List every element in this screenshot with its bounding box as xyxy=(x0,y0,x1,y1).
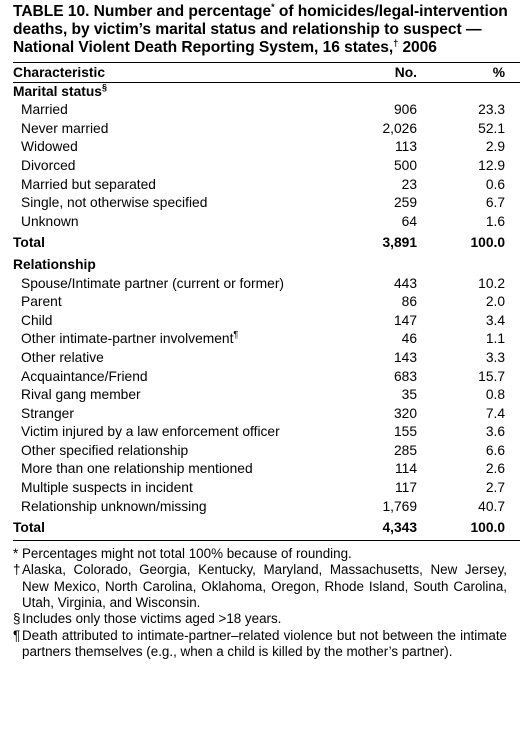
table-title xyxy=(13,3,520,58)
table-row xyxy=(13,194,505,213)
table-row-label xyxy=(13,213,357,232)
footnote-text: Percentages might not total 100% because of rounding. xyxy=(22,545,352,561)
section-marital-status-number xyxy=(357,83,417,102)
row-label-text: Divorced xyxy=(21,157,76,173)
table-row-number: 113 xyxy=(395,139,417,155)
row-label-text: Victim injured by a law enforcement officer xyxy=(21,424,280,440)
section-marital-status-label xyxy=(13,83,357,102)
total-row-relationship-label xyxy=(13,516,357,538)
table-row-label xyxy=(13,176,357,195)
table-row-label xyxy=(13,101,357,120)
table-row xyxy=(13,120,505,139)
table-row-number: 259 xyxy=(393,195,417,211)
footnote-mark: † xyxy=(13,562,21,578)
row-label-text: Relationship unknown/missing xyxy=(21,498,207,514)
table-row-number: 35 xyxy=(401,387,417,403)
row-label-text: Widowed xyxy=(21,139,78,155)
row-label-text: Multiple suspects in incident xyxy=(21,480,193,496)
total-row-relationship-percent: 100.0 xyxy=(470,520,505,536)
table-row xyxy=(13,442,505,461)
title-year: 2006 xyxy=(398,39,437,57)
data-table xyxy=(13,63,505,82)
table-row xyxy=(13,138,505,157)
title-text: TABLE 10. Number and percentage xyxy=(13,3,272,20)
section-marital-status-percent xyxy=(417,83,505,102)
section-relationship-number xyxy=(357,253,417,275)
table-row-label xyxy=(13,312,357,331)
row-label-text: Stranger xyxy=(21,405,74,421)
footnote xyxy=(13,628,507,661)
table-row-percent: 23.3 xyxy=(478,102,505,118)
table-row-percent: 0.8 xyxy=(485,387,505,403)
table-row-percent: 2.0 xyxy=(485,294,505,310)
table-row-number: 117 xyxy=(395,480,417,496)
table-row xyxy=(13,293,505,312)
header-number: No. xyxy=(394,64,417,80)
footnote xyxy=(13,546,507,562)
table-row-label xyxy=(13,275,357,294)
row-label-text: Rival gang member xyxy=(21,387,141,403)
table-row-percent: 7.4 xyxy=(485,405,505,421)
total-row-marital-label xyxy=(13,231,357,253)
row-label-text: Marital status xyxy=(13,83,102,99)
total-row-relationship-number: 4,343 xyxy=(382,520,417,536)
header-row xyxy=(13,63,505,82)
table-row xyxy=(13,498,505,517)
row-label-text: Married xyxy=(21,102,68,118)
footnote-mark: § xyxy=(13,611,21,627)
table-row-number: 64 xyxy=(401,213,417,229)
table-row-label xyxy=(13,386,357,405)
table-row xyxy=(13,479,505,498)
footnote xyxy=(13,611,507,627)
table-row xyxy=(13,101,505,120)
table-row-label xyxy=(13,138,357,157)
row-label-text: Acquaintance/Friend xyxy=(21,368,148,384)
table-row-number: 443 xyxy=(393,275,417,291)
table-row-percent: 1.6 xyxy=(485,213,505,229)
footnote-text: Includes only those victims aged >18 years. xyxy=(22,611,282,627)
table-row xyxy=(13,157,505,176)
table-row-number: 2,026 xyxy=(382,120,417,136)
table-row-number: 906 xyxy=(393,102,417,118)
table-row xyxy=(13,386,505,405)
table-row-label xyxy=(13,349,357,368)
row-label-text: Child xyxy=(21,312,53,328)
table-row-percent: 15.7 xyxy=(478,368,505,384)
table-row-number: 320 xyxy=(393,405,417,421)
total-row-marital xyxy=(13,231,505,253)
total-row-marital-number: 3,891 xyxy=(382,235,417,251)
table-row-percent: 3.4 xyxy=(485,312,505,328)
row-label-text: Total xyxy=(13,235,45,251)
table-row-label xyxy=(13,330,357,349)
bottom-rule xyxy=(13,540,520,541)
table-row-label xyxy=(13,293,357,312)
footnote-mark: ¶ xyxy=(233,329,239,340)
header-characteristic: Characteristic xyxy=(13,64,106,80)
table-row-percent: 2.6 xyxy=(485,461,505,477)
footnote-mark: * xyxy=(13,545,19,561)
row-label-text: Single, not otherwise specified xyxy=(21,195,208,211)
table-row xyxy=(13,275,505,294)
table-row xyxy=(13,330,505,349)
table-row-number: 147 xyxy=(393,312,417,328)
table-row-label xyxy=(13,479,357,498)
table-row-percent: 2.9 xyxy=(485,139,505,155)
row-label-text: Other relative xyxy=(21,349,104,365)
footnote xyxy=(13,562,507,611)
row-label-text: Married but separated xyxy=(21,176,156,192)
table-row-number: 285 xyxy=(393,442,417,458)
header-percent: % xyxy=(492,64,505,80)
table-row xyxy=(13,349,505,368)
table-row-percent: 0.6 xyxy=(485,176,505,192)
table-row-number: 1,769 xyxy=(382,498,417,514)
row-label-text: Parent xyxy=(21,294,62,310)
footnotes xyxy=(13,546,507,661)
table-row-label xyxy=(13,120,357,139)
footnote-text: Alaska, Colorado, Georgia, Kentucky, Maryland, Massachusetts, New Jersey, New Mexico, North Carolina, Oklahoma, Oregon, Rhode Island, South Carolina, Utah, Virginia, and Wisconsin. xyxy=(22,562,507,611)
table-row-percent: 2.7 xyxy=(485,480,505,496)
footnote-mark: § xyxy=(101,82,107,93)
table-row-number: 683 xyxy=(393,368,417,384)
table-row-percent: 1.1 xyxy=(485,331,505,347)
row-label-text: Other intimate-partner involvement xyxy=(21,331,234,347)
table-row-number: 143 xyxy=(393,349,417,365)
row-label-text: Never married xyxy=(21,120,109,136)
table-row-percent: 12.9 xyxy=(478,157,505,173)
footnote-mark: ¶ xyxy=(13,627,21,643)
table-row xyxy=(13,312,505,331)
table-row-percent: 3.3 xyxy=(485,349,505,365)
total-row-marital-percent: 100.0 xyxy=(470,235,505,251)
table-row xyxy=(13,460,505,479)
row-label-text: Total xyxy=(13,520,45,536)
table-row-number: 23 xyxy=(401,176,417,192)
section-relationship xyxy=(13,253,505,275)
table-row-percent: 40.7 xyxy=(478,498,505,514)
table-row-label xyxy=(13,368,357,387)
total-row-relationship xyxy=(13,516,505,538)
title-dagger-mark: † xyxy=(393,38,399,49)
table-row xyxy=(13,423,505,442)
table-row-number: 46 xyxy=(401,331,417,347)
table-row-percent: 10.2 xyxy=(478,275,505,291)
table-row-label xyxy=(13,405,357,424)
table-row-label xyxy=(13,442,357,461)
row-label-text: Other specified relationship xyxy=(21,442,189,458)
table-row-percent: 6.6 xyxy=(485,442,505,458)
table-row-number: 114 xyxy=(395,461,417,477)
title-text-continued: of homicides/legal-intervention deaths, by victim’s marital status and relationship to suspect — National Violent Death Reporting System, 16 states, xyxy=(13,3,508,57)
title-star-mark: * xyxy=(271,1,275,12)
table-row-number: 155 xyxy=(393,424,417,440)
row-label-text: Relationship xyxy=(13,256,96,272)
section-relationship-label xyxy=(13,253,357,275)
row-label-text: Spouse/Intimate partner (current or former) xyxy=(21,275,285,291)
table-row-label xyxy=(13,157,357,176)
table-row-number: 500 xyxy=(393,157,417,173)
table-row-label xyxy=(13,423,357,442)
document-page xyxy=(13,0,520,661)
section-marital-status xyxy=(13,83,505,102)
row-label-text: More than one relationship mentioned xyxy=(21,461,253,477)
footnote-text: Death attributed to intimate-partner–related violence but not between the intimate partners themselves (e.g., when a child is killed by the mother’s partner). xyxy=(22,627,507,660)
table-row xyxy=(13,368,505,387)
table-row-label xyxy=(13,498,357,517)
table-row-label xyxy=(13,194,357,213)
table-row-number: 86 xyxy=(401,294,417,310)
table-row-percent: 6.7 xyxy=(485,195,505,211)
table-row xyxy=(13,213,505,232)
row-label-text: Unknown xyxy=(21,213,79,229)
table-row xyxy=(13,176,505,195)
table-row-percent: 3.6 xyxy=(485,424,505,440)
table-row-percent: 52.1 xyxy=(478,120,505,136)
table-row-label xyxy=(13,460,357,479)
data-table-body xyxy=(13,83,505,538)
table-row xyxy=(13,405,505,424)
section-relationship-percent xyxy=(417,253,505,275)
